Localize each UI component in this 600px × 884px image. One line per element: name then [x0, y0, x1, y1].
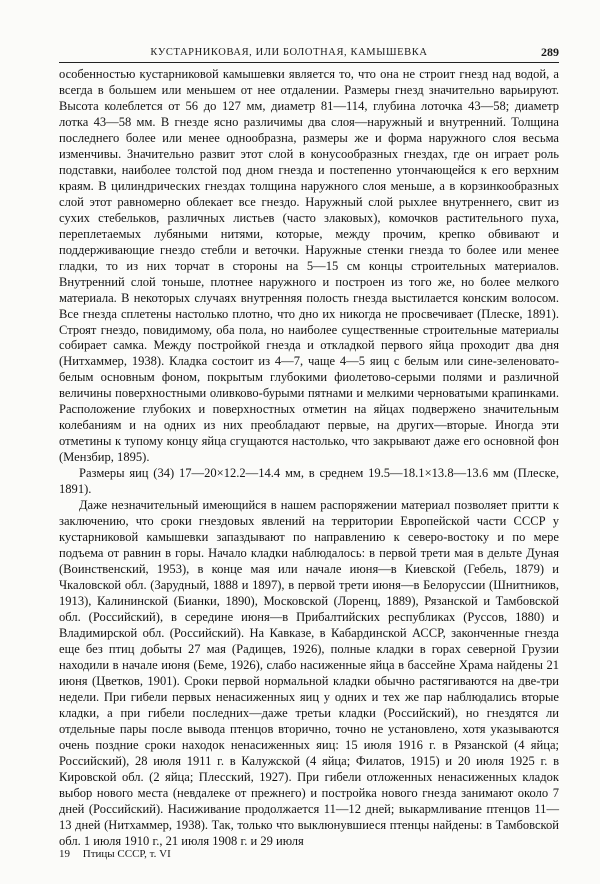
signature-number: 19: [59, 848, 70, 860]
running-header: [59, 46, 559, 62]
running-header-title: КУСТАРНИКОВАЯ, ИЛИ БОЛОТНАЯ, КАМЫШЕВКА: [150, 47, 428, 58]
main-text: [59, 67, 559, 849]
header-divider: [59, 62, 559, 63]
paragraph-breeding-dates: Даже незначительный имеющийся в нашем распоряжении материал позволяет притти к заключению, что сроки гнездовых явлений на территории Европейской части СССР у кустарниковой камышевки запаздывают по направлению к северо-востоку и по мере подъема от равнин в горы. Начало кладки наблюдалось: в первой трети мая в дельте Дуная (Воинственский, 1953), в конце мая или начале июня—в Киевской (Гебель, 1879) и Чкаловской обл. (Зарудный, 1888 и 1897), в первой трети июня—в Белоруссии (Шнитников, 1913), Калининской (Бианки, 1890), Московской (Лоренц, 1889), Рязанской и Тамбовской обл. (Российский), в середине июня—в Прибалтийских республиках (Руссов, 1880) и Владимирской обл. (Российский). На Кавказе, в Кабардинской АССР, законченные гнезда еще без птиц добыты 27 мая (Радищев, 1926), полные кладки в горах северной Грузии находили в начале июня (Беме, 1926), слабо насиженные яйца в бассейне Храма найдены 21 июня (Цветков, 1901). Сроки первой нормальной кладки обычно растягиваются на две-три недели. При гибели первых ненасиженных яиц у одних и тех же пар наблюдались вторые кладки, а при гибели последних—даже третьи кладки (Российский), но гнездятся ли отдельные пары после вывода птенцов вторично, точно не установлено, хотя указываются очень поздние сроки находок ненасиженных яиц: 15 июля 1916 г. в Рязанской (4 яйца; Российский), 28 июля 1911 г. в Калужской (4 яйца; Филатов, 1915) и 20 июля 1925 г. в Кировской обл. (2 яйца; Плесский, 1927). При гибели отложенных ненасиженных кладок выбор нового места (невдалеке от прежнего) и постройка нового гнезда занимают около 7 дней (Российский). Насиживание продолжается 11—12 дней; выкармливание птенцов 11—13 дней (Нитхаммер, 1938). Так, только что выклюнувшиеся птенцы найдены: в Тамбовской обл. 1 июля 1910 г., 21 июля 1908 г. и 29 июля: [59, 498, 559, 848]
page-footer: [59, 847, 171, 861]
paragraph-egg-sizes: Размеры яиц (34) 17—20×12.2—14.4 мм, в среднем 19.5—18.1×13.8—13.6 мм (Плеске, 1891).: [59, 466, 559, 497]
paragraph-nest-description: особенностью кустарниковой камышевки является то, что она не строит гнезд над водой, а всегда в большем или меньшем от нее отдалении. Размеры гнезд значительно варьируют. Высота колеблется от 56 до 127 мм, диаметр 81—114, глубина лоточка 43—58; диаметр лотка 43—58 мм. В гнезде ясно различимы два слоя—наружный и внутренний. Толщина последнего более или менее однообразна, размеры же и форма наружного слоя весьма изменчивы. Значительно развит этот слой в конусообразных гнездах, где он играет роль подставки, наиболее толстой под дном гнезда и постепенно утончающейся к его верхним краям. В цилиндрических гнездах толщина наружного слоя меньше, а в корзинкообразных слой этот равномерно облекает все гнездо. Наружный слой рыхлее внутреннего, свит из сухих стебельков, различных листьев (часто злаковых), комочков растительного пуха, переплетаемых лубяными нитями, которые, между прочим, крепко обвивают и поддерживающие гнездо стебли и веточки. Наружные стенки гнезда то более или менее гладки, то из них торчат в стороны на 5—15 см концы строительных материалов. Внутренний слой тоньше, плотнее наружного и построен из того же, но более мелкого материала. В некоторых случаях внутренняя полость гнезда выстилается конским волосом. Все гнезда сплетены настолько плотно, что дно их никогда не просвечивает (Плеске, 1891). Строят гнездо, повидимому, оба пола, но наиболее существенные строительные материалы собирает самка. Между постройкой гнезда и откладкой первого яйца проходит два дня (Нитхаммер, 1938). Кладка состоит из 4—7, чаще 4—5 яиц с белым или сине-зеленовато-белым основным фоном, покрытым глубокими фиолетово-серыми полями и различной величины поверхностными оливково-бурыми пятнами и мелкими черноватыми крапинками. Расположение глубоких и поверхностных отметин на яйцах подвержено значительным колебаниям и на одних из них преобладают первые, на других—вторые. Иногда эти отметины к тупому концу яйца сгущаются настолько, что закрывают даже его основной фон (Мензбир, 1895).: [59, 67, 559, 465]
signature-text: Птицы СССР, т. VI: [82, 848, 171, 860]
page-number: 289: [541, 45, 559, 59]
